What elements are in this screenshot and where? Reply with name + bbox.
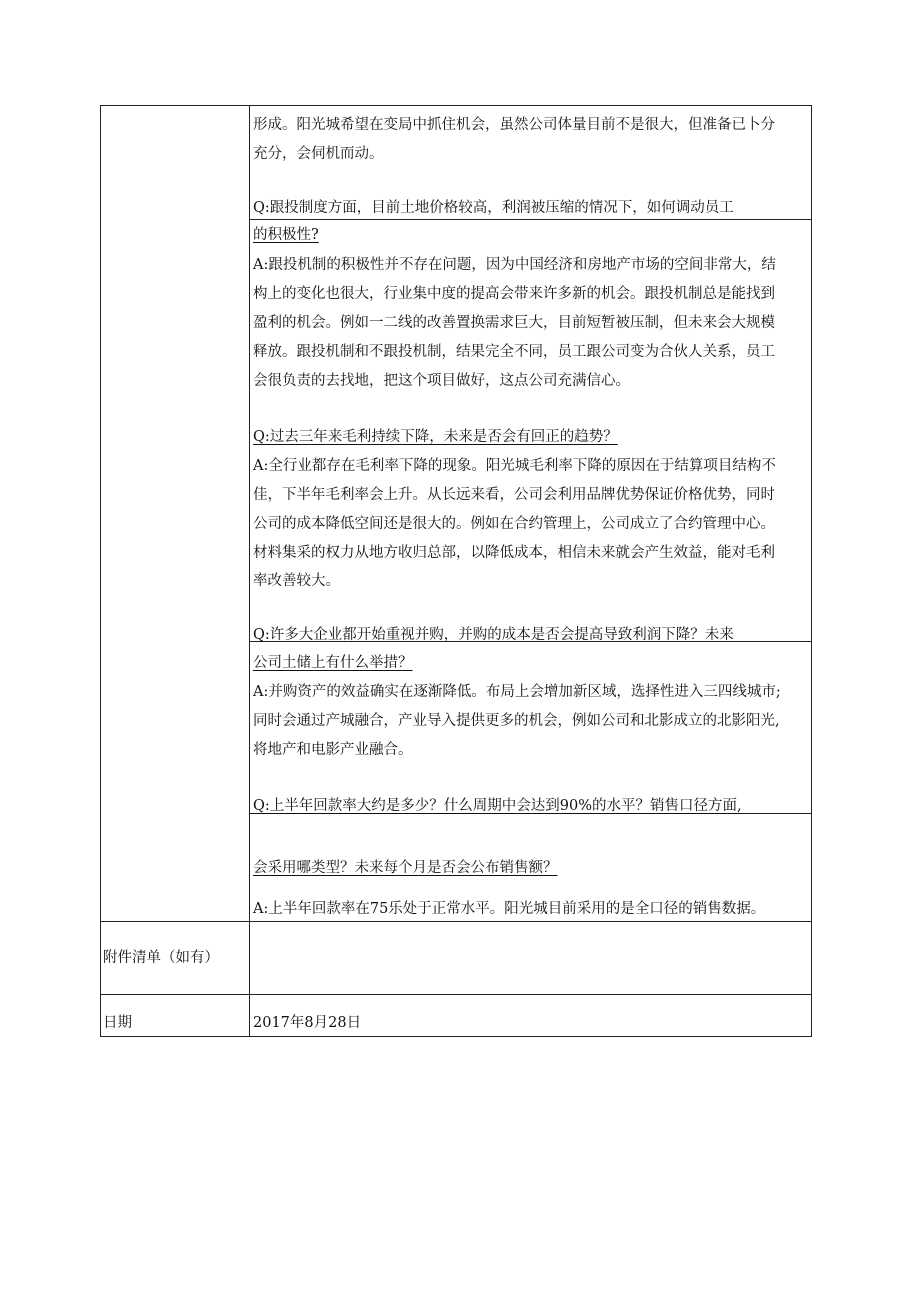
content-line: Q:许多大企业都开始重视并购，并购的成本是否会提高导致利润下降？未来: [253, 627, 734, 643]
content-line: Q:过去三年来毛利持续下降，未来是否会有回正的趋势？: [253, 429, 618, 445]
content-line: 佳，下半年毛利率会上升。从长远来看，公司会利用品牌优势保证价格优势，同时: [253, 487, 775, 503]
row-divider: [101, 994, 811, 995]
content-line: A:跟投机制的积极性并不存在问题，因为中国经济和房地产市场的空间非常大，结: [253, 257, 776, 273]
content-line: 材料集采的权力从地方收归总部，以降低成本，相信未来就会产生效益，能对毛利: [253, 545, 775, 561]
content-line: 同时会通过产城融合，产业导入提供更多的机会，例如公司和北影成立的北影阳光,: [253, 713, 780, 729]
content-line: Q:跟投制度方面，目前土地价格较高，利润被压缩的情况下，如何调动员工: [253, 200, 734, 216]
record-table: [100, 105, 812, 1037]
content-line: 公司的成本降低空间还是很大的。例如在合约管理上，公司成立了合约管理中心。: [253, 516, 775, 532]
content-line: 构上的变化也很大，行业集中度的提高会带来许多新的机会。跟投机制总是能找到: [253, 286, 775, 302]
content-line: A:上半年回款率在75乐处于正常水平。阳光城目前采用的是全口径的销售数据。: [253, 901, 766, 917]
content-line: 的积极性?: [253, 227, 319, 243]
content-line: 将地产和电影产业融合。: [253, 742, 413, 758]
content-line: 率改善较大。: [253, 573, 340, 589]
content-line: 形成。阳光城希望在变局中抓住机会，虽然公司体量目前不是很大，但准备已卜分: [253, 117, 775, 133]
date-label: 日期: [103, 1015, 132, 1031]
content-line: 会很负责的去找地，把这个项目做好，这点公司充满信心。: [253, 373, 630, 389]
content-line: 盈利的机会。例如一二线的改善置换需求巨大，目前短暂被压制，但未来会大规模: [253, 315, 775, 331]
content-line: Q:上半年回款率大约是多少？什么周期中会达到90%的水平？销售口径方面,: [253, 798, 742, 814]
content-line: 公司土储上有什么举措？: [253, 655, 413, 671]
date-value: 2017年8月28日: [253, 1015, 362, 1031]
row-divider: [101, 921, 811, 922]
column-divider: [249, 106, 250, 1036]
content-line: 释放。跟投机制和不跟投机制，结果完全不同，员工跟公司变为合伙人关系，员工: [253, 344, 775, 360]
row-divider: [249, 219, 811, 220]
attachment-label: 附件清单（如有）: [103, 950, 219, 966]
content-line: A:并购资产的效益确实在逐渐降低。布局上会增加新区域，选择性进入三四线城市;: [253, 684, 781, 700]
content-line: 充分，会伺机而动。: [253, 146, 384, 162]
content-line: A:全行业都存在毛利率下降的现象。阳光城毛利率下降的原因在于结算项目结构不: [253, 458, 776, 474]
content-line: 会采用哪类型？未来每个月是否会公布销售额？: [253, 860, 558, 876]
